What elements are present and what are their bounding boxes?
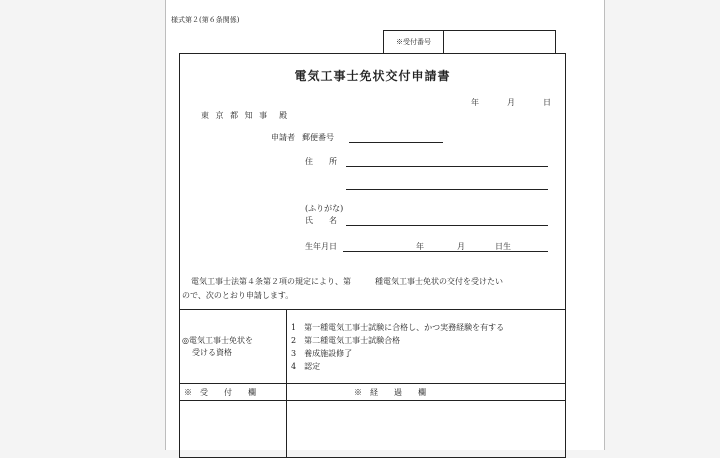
birthdate-label: 生年月日: [305, 242, 337, 251]
statement-line-1: 電気工事士法第４条第２項の規定により、第 種電気工事士免状の交付を受けたい: [191, 277, 503, 286]
bottom-divider-bottom: [180, 400, 565, 401]
progress-column-header: ※ 経 過 欄: [354, 388, 426, 397]
qualification-label-line-2: 受ける資格: [192, 348, 232, 357]
qualification-option-3: 3 養成施設修了: [291, 349, 353, 358]
form-number-label: 様式第２(第６条関係): [171, 16, 240, 24]
form-title: 電気工事士免状交付申請書: [294, 69, 451, 83]
qualification-option-2: 2 第二種電気工事士試験合格: [291, 336, 401, 345]
document-page: [165, 0, 605, 450]
application-form: [179, 53, 566, 458]
reception-column-header: ※ 受 付 欄: [184, 388, 256, 397]
birthdate-day: 日生: [495, 242, 511, 251]
qualification-option-1: 1 第一種電気工事士試験に合格し、かつ実務経験を有する: [291, 323, 505, 332]
addressee: 東 京 都 知 事 殿: [201, 111, 290, 120]
qualification-option-4: 4 認定: [291, 362, 321, 371]
name-field[interactable]: [346, 225, 548, 226]
postal-code-label: 郵便番号: [302, 133, 334, 142]
furigana-label: (ふりがな): [305, 204, 344, 213]
bottom-divider-top: [180, 383, 565, 384]
date-day: 日: [543, 98, 551, 107]
receipt-number-box: [383, 30, 556, 53]
birthdate-year: 年: [416, 242, 424, 251]
birthdate-month: 月: [457, 242, 465, 251]
date-year: 年: [471, 98, 479, 107]
qualification-label-line-1: ◎電気工事士免状を: [182, 336, 253, 345]
address-field-line-1[interactable]: [346, 166, 548, 167]
address-label: 住 所: [305, 157, 337, 166]
date-month: 月: [507, 98, 515, 107]
birthdate-field[interactable]: [343, 251, 548, 252]
section-divider: [180, 309, 565, 310]
name-label: 氏 名: [305, 216, 337, 225]
applicant-label: 申請者: [271, 133, 295, 142]
address-field-line-2[interactable]: [346, 189, 548, 190]
receipt-number-label: ※受付番号: [384, 31, 444, 54]
postal-code-field[interactable]: [349, 142, 443, 143]
statement-line-2: ので、次のとおり申請します。: [182, 291, 294, 300]
